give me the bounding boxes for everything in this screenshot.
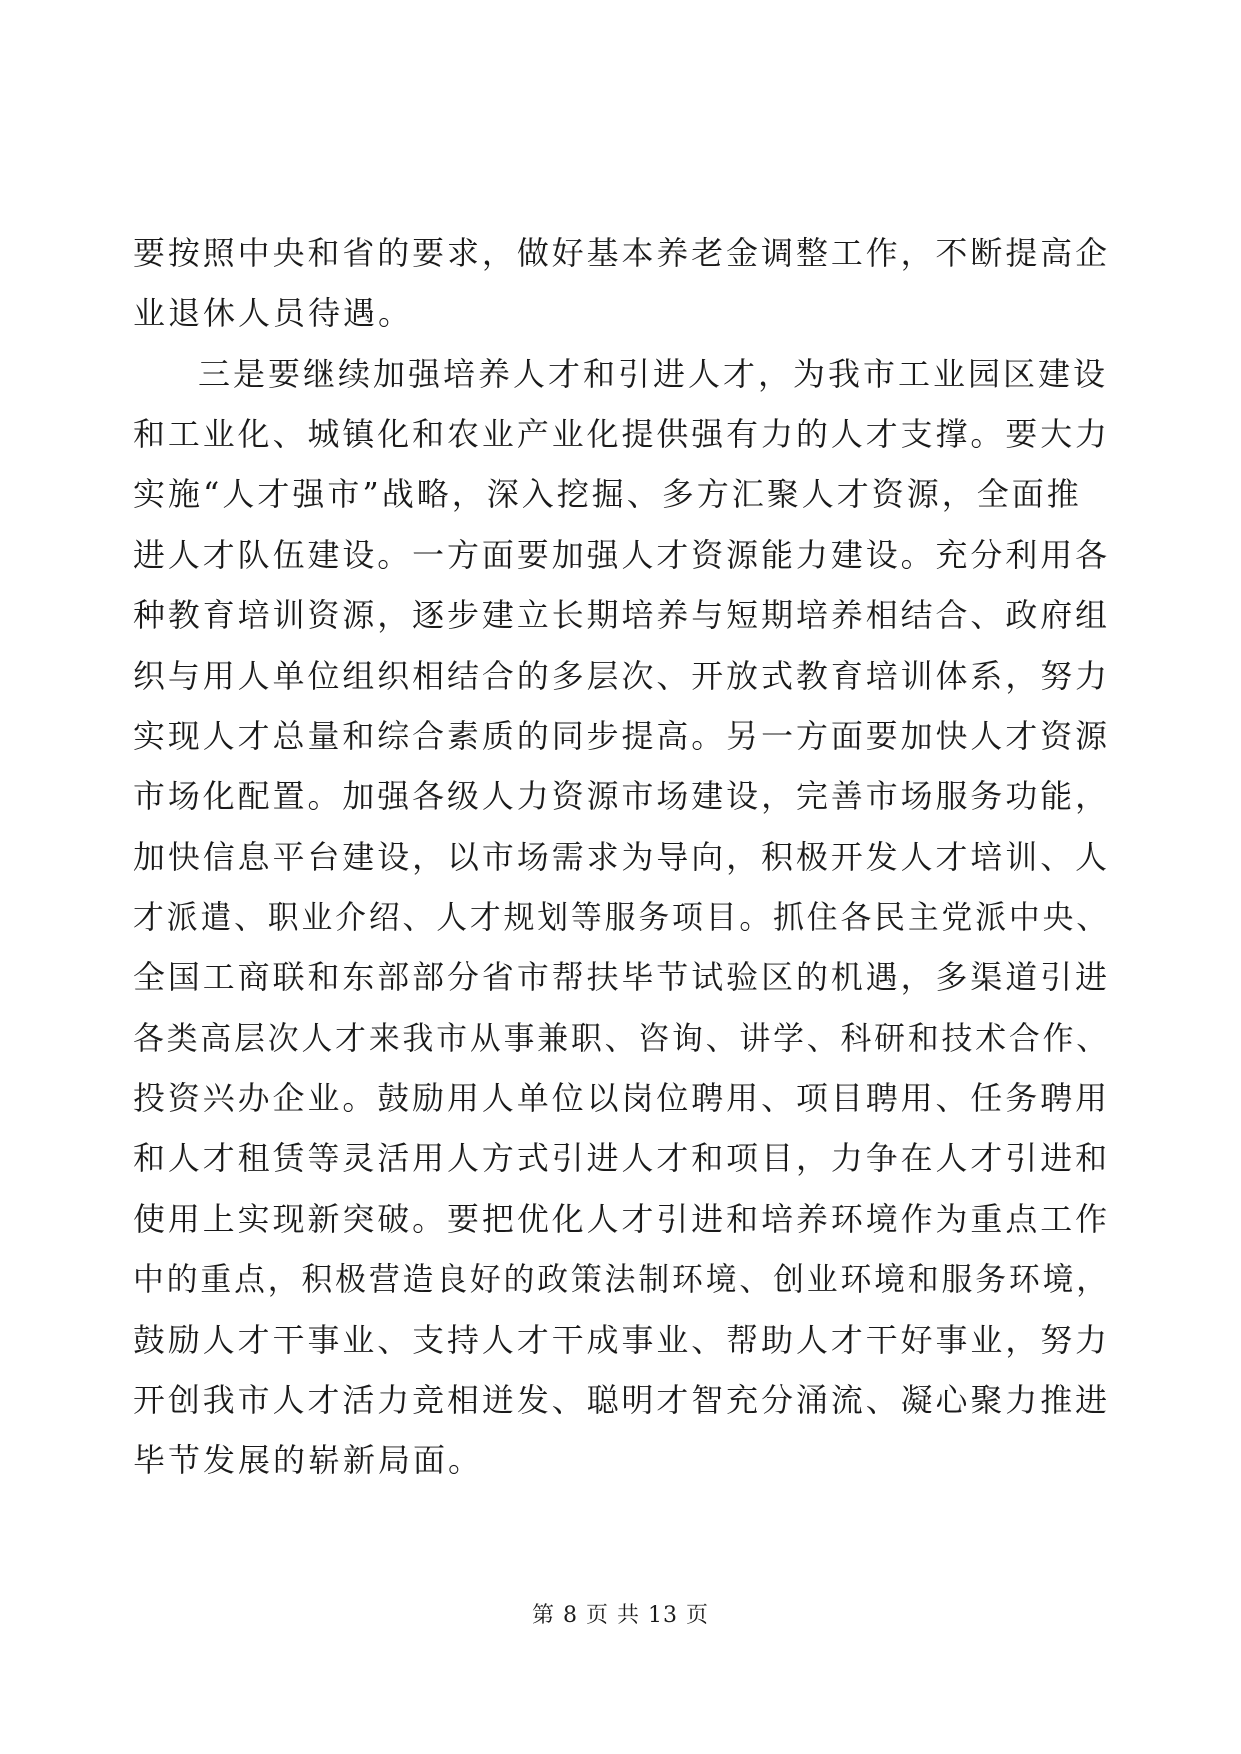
text-line: 使用上实现新突破。要把优化人才引进和培养环境作为重点工作	[133, 1200, 1111, 1238]
text-line: 和人才租赁等灵活用人方式引进人才和项目，力争在人才引进和	[133, 1139, 1111, 1177]
text-line: 市场化配置。加强各级人力资源市场建设，完善市场服务功能，	[133, 777, 1111, 815]
text-line: 投资兴办企业。鼓励用人单位以岗位聘用、项目聘用、任务聘用	[133, 1079, 1111, 1117]
page-number-footer: 第 8 页 共 13 页	[532, 1603, 709, 1628]
text-line: 进人才队伍建设。一方面要加强人才资源能力建设。充分利用各	[133, 536, 1111, 574]
text-line: 毕节发展的崭新局面。	[133, 1441, 484, 1479]
text-line: 实现人才总量和综合素质的同步提高。另一方面要加快人才资源	[133, 717, 1111, 755]
text-line: 业退休人员待遇。	[133, 294, 414, 332]
text-line: 鼓励人才干事业、支持人才干成事业、帮助人才干好事业，努力	[133, 1321, 1111, 1359]
text-line: 中的重点，积极营造良好的政策法制环境、创业环境和服务环境，	[133, 1260, 1111, 1298]
text-line: 全国工商联和东部部分省市帮扶毕节试验区的机遇，多渠道引进	[133, 958, 1111, 996]
text-line: 和工业化、城镇化和农业产业化提供强有力的人才支撑。要大力	[133, 415, 1111, 453]
text-line: 加快信息平台建设，以市场需求为导向，积极开发人才培训、人	[133, 838, 1111, 876]
text-line: 实施“人才强市”战略，深入挖掘、多方汇聚人才资源，全面推	[133, 475, 1082, 513]
text-line: 种教育培训资源，逐步建立长期培养与短期培养相结合、政府组	[133, 596, 1111, 634]
text-line: 织与用人单位组织相结合的多层次、开放式教育培训体系，努力	[133, 657, 1111, 695]
text-line: 才派遣、职业介绍、人才规划等服务项目。抓住各民主党派中央、	[133, 898, 1111, 936]
paragraph-first-line: 三是要继续加强培养人才和引进人才，为我市工业园区建设	[198, 355, 1109, 393]
text-line: 各类高层次人才来我市从事兼职、咨询、讲学、科研和技术合作、	[133, 1019, 1111, 1057]
text-line: 要按照中央和省的要求，做好基本养老金调整工作，不断提高企	[133, 234, 1111, 272]
text-line: 开创我市人才活力竞相迸发、聪明才智充分涌流、凝心聚力推进	[133, 1381, 1111, 1419]
